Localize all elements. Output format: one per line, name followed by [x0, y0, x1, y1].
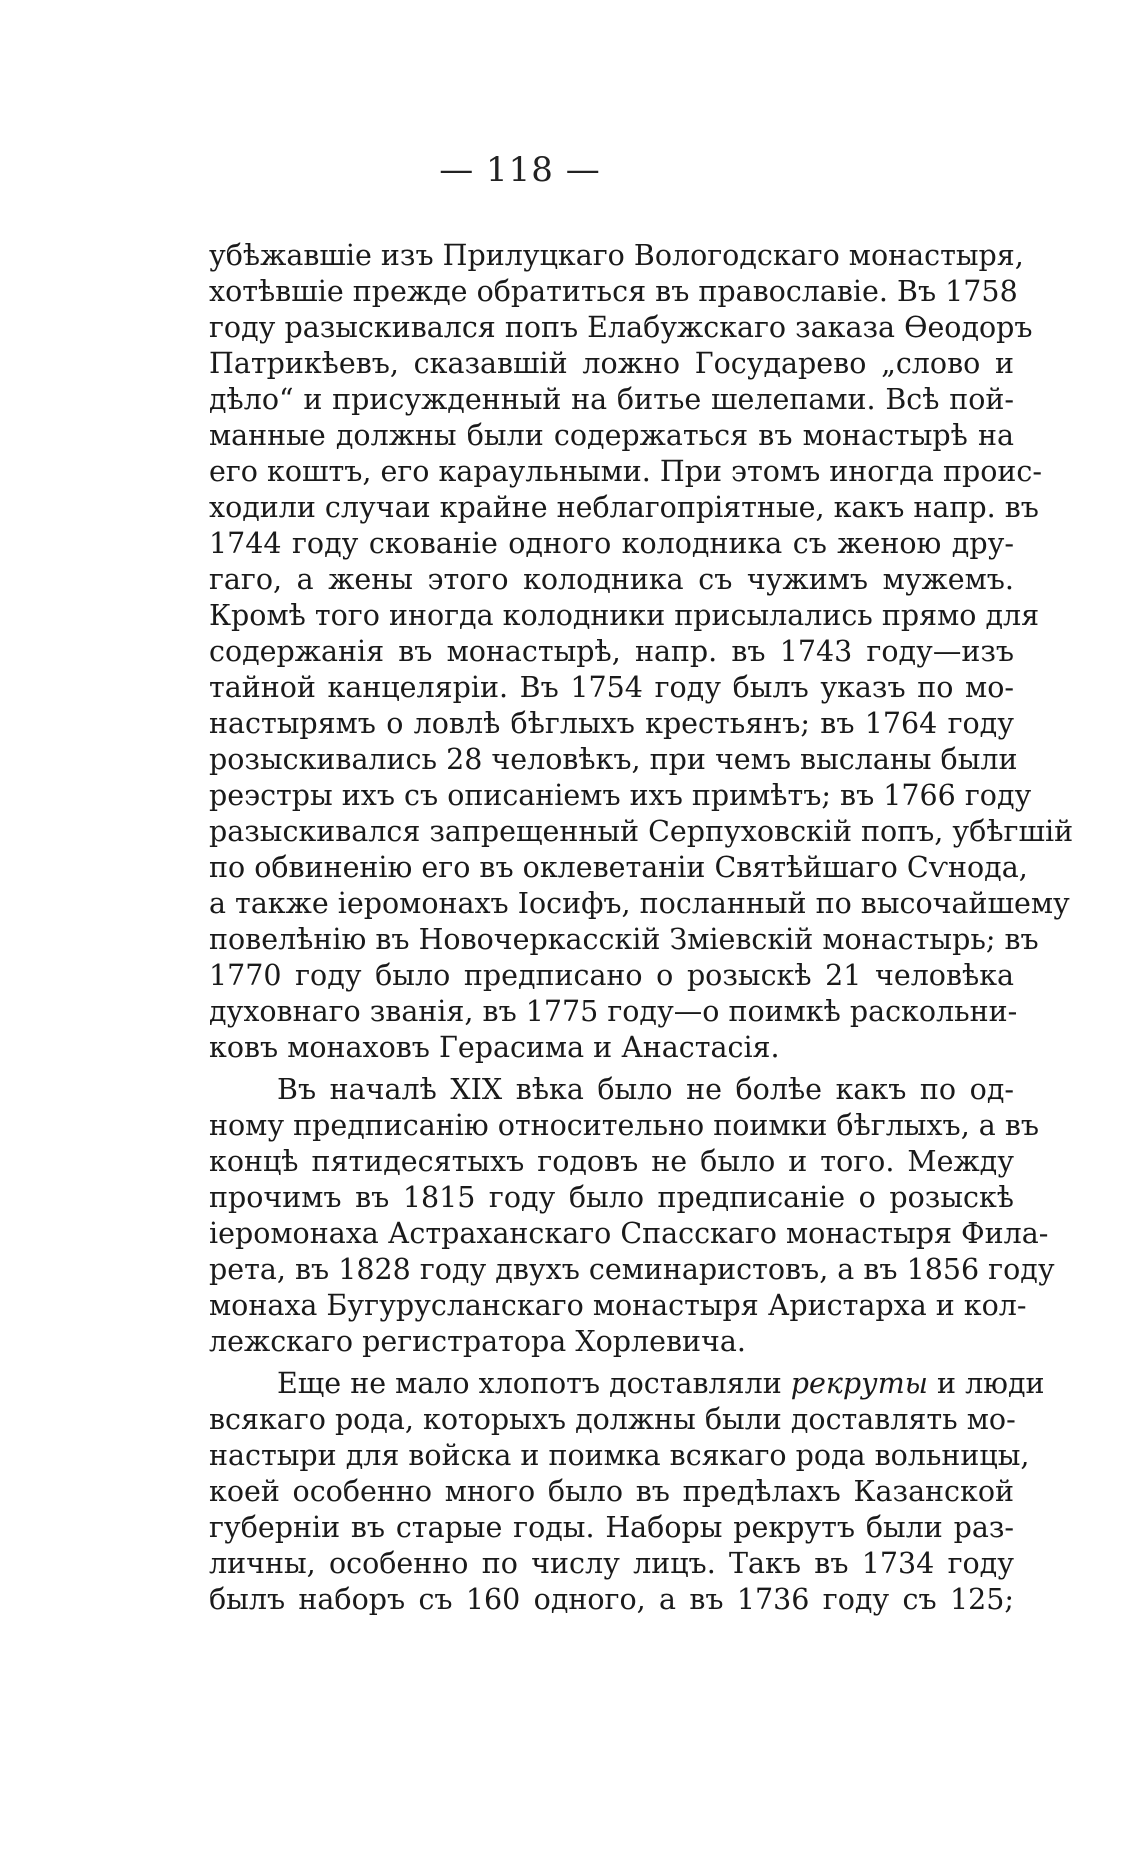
text-line: всякаго рода, которыхъ должны были доставлять мо-: [209, 1403, 1016, 1436]
text-line: личны, особенно по числу лицъ. Такъ въ 1734 году: [209, 1547, 1014, 1580]
text-line: ковъ монаховъ Герасима и Анастасія.: [209, 1031, 780, 1064]
text-line: а также іеромонахъ Іосифъ, посланный по высочайшему: [209, 887, 1070, 920]
text-line: убѣжавшіе изъ Прилуцкаго Вологодскаго монастыря,: [209, 239, 1024, 272]
text-line: рета, въ 1828 году двухъ семинаристовъ, а въ 1856 году: [209, 1253, 1055, 1286]
paragraph-2: [209, 1072, 1055, 1360]
text-line: реэстры ихъ съ описаніемъ ихъ примѣтъ; въ 1766 году: [209, 779, 1032, 812]
text-line: коей особенно много было въ предѣлахъ Казанской: [209, 1475, 1014, 1508]
text-line: 1744 году скованіе одного колодника съ женою дру-: [209, 527, 1014, 560]
paragraph-3: [209, 1366, 1045, 1618]
paragraph-1: [209, 238, 1074, 1066]
text-line: его коштъ, его караульными. При этомъ иногда проис-: [209, 455, 1042, 488]
text-line: хотѣвшіе прежде обратиться въ православіе. Въ 1758: [209, 275, 1018, 308]
text-line: лежскаго регистратора Хорлевича.: [209, 1325, 746, 1358]
page-number: — 118 —: [439, 150, 601, 190]
text-line: Кромѣ того иногда колодники присылались прямо для: [209, 599, 1040, 632]
text-line: 1770 году было предписано о розыскѣ 21 человѣка: [209, 959, 1014, 992]
body-text: [209, 238, 1074, 1624]
text-line: ному предписанію относительно поимки бѣглыхъ, а въ: [209, 1109, 1040, 1142]
text-line: іеромонаха Астраханскаго Спасскаго монастыря Фила-: [209, 1217, 1049, 1250]
text-line: монаха Бугурусланскаго монастыря Аристарха и кол-: [209, 1289, 1027, 1322]
text-line: манные должны были содержаться въ монастырѣ на: [209, 419, 1014, 452]
text-line: прочимъ въ 1815 году было предписаніе о розыскѣ: [209, 1181, 1014, 1214]
text-line: по обвиненію его въ оклеветаніи Святѣйшаго Сѵнода,: [209, 851, 1028, 884]
text-line: гаго, а жены этого колодника съ чужимъ мужемъ.: [209, 563, 1014, 596]
text-line: ходили случаи крайне неблагопріятные, какъ напр. въ: [209, 491, 1039, 524]
text-line: Еще не мало хлопотъ доставляли рекруты и люди: [277, 1367, 1045, 1400]
text-line: розыскивались 28 человѣкъ, при чемъ высланы были: [209, 743, 1018, 776]
text-line: году разыскивался попъ Елабужскаго заказа Ѳеодоръ: [209, 311, 1033, 344]
text-line: губерніи въ старые годы. Наборы рекрутъ были раз-: [209, 1511, 1014, 1544]
text-line: концѣ пятидесятыхъ годовъ не было и того. Между: [209, 1145, 1014, 1178]
text-line: повелѣнію въ Новочеркасскій Зміевскій монастырь; въ: [209, 923, 1039, 956]
text-line: Въ началѣ XIX вѣка было не болѣе какъ по од-: [277, 1073, 1014, 1106]
text-line: духовнаго званія, въ 1775 году—о поимкѣ раскольни-: [209, 995, 1018, 1028]
text-line: тайной канцеляріи. Въ 1754 году былъ указъ по мо-: [209, 671, 1014, 704]
text-line: Патрикѣевъ, сказавшій ложно Государево „слово и: [209, 347, 1014, 380]
emphasized-word: рекруты: [790, 1367, 928, 1400]
text-line: дѣло“ и присужденный на битье шелепами. Всѣ пой-: [209, 383, 1014, 416]
text-line: содержанія въ монастырѣ, напр. въ 1743 году—изъ: [209, 635, 1014, 668]
text-line: разыскивался запрещенный Серпуховскій попъ, убѣгшій: [209, 815, 1074, 848]
text-line: настыри для войска и поимка всякаго рода вольницы,: [209, 1439, 1030, 1472]
text-line: настырямъ о ловлѣ бѣглыхъ крестьянъ; въ 1764 году: [209, 707, 1014, 740]
text-line: былъ наборъ съ 160 одного, а въ 1736 году съ 125;: [209, 1583, 1014, 1616]
